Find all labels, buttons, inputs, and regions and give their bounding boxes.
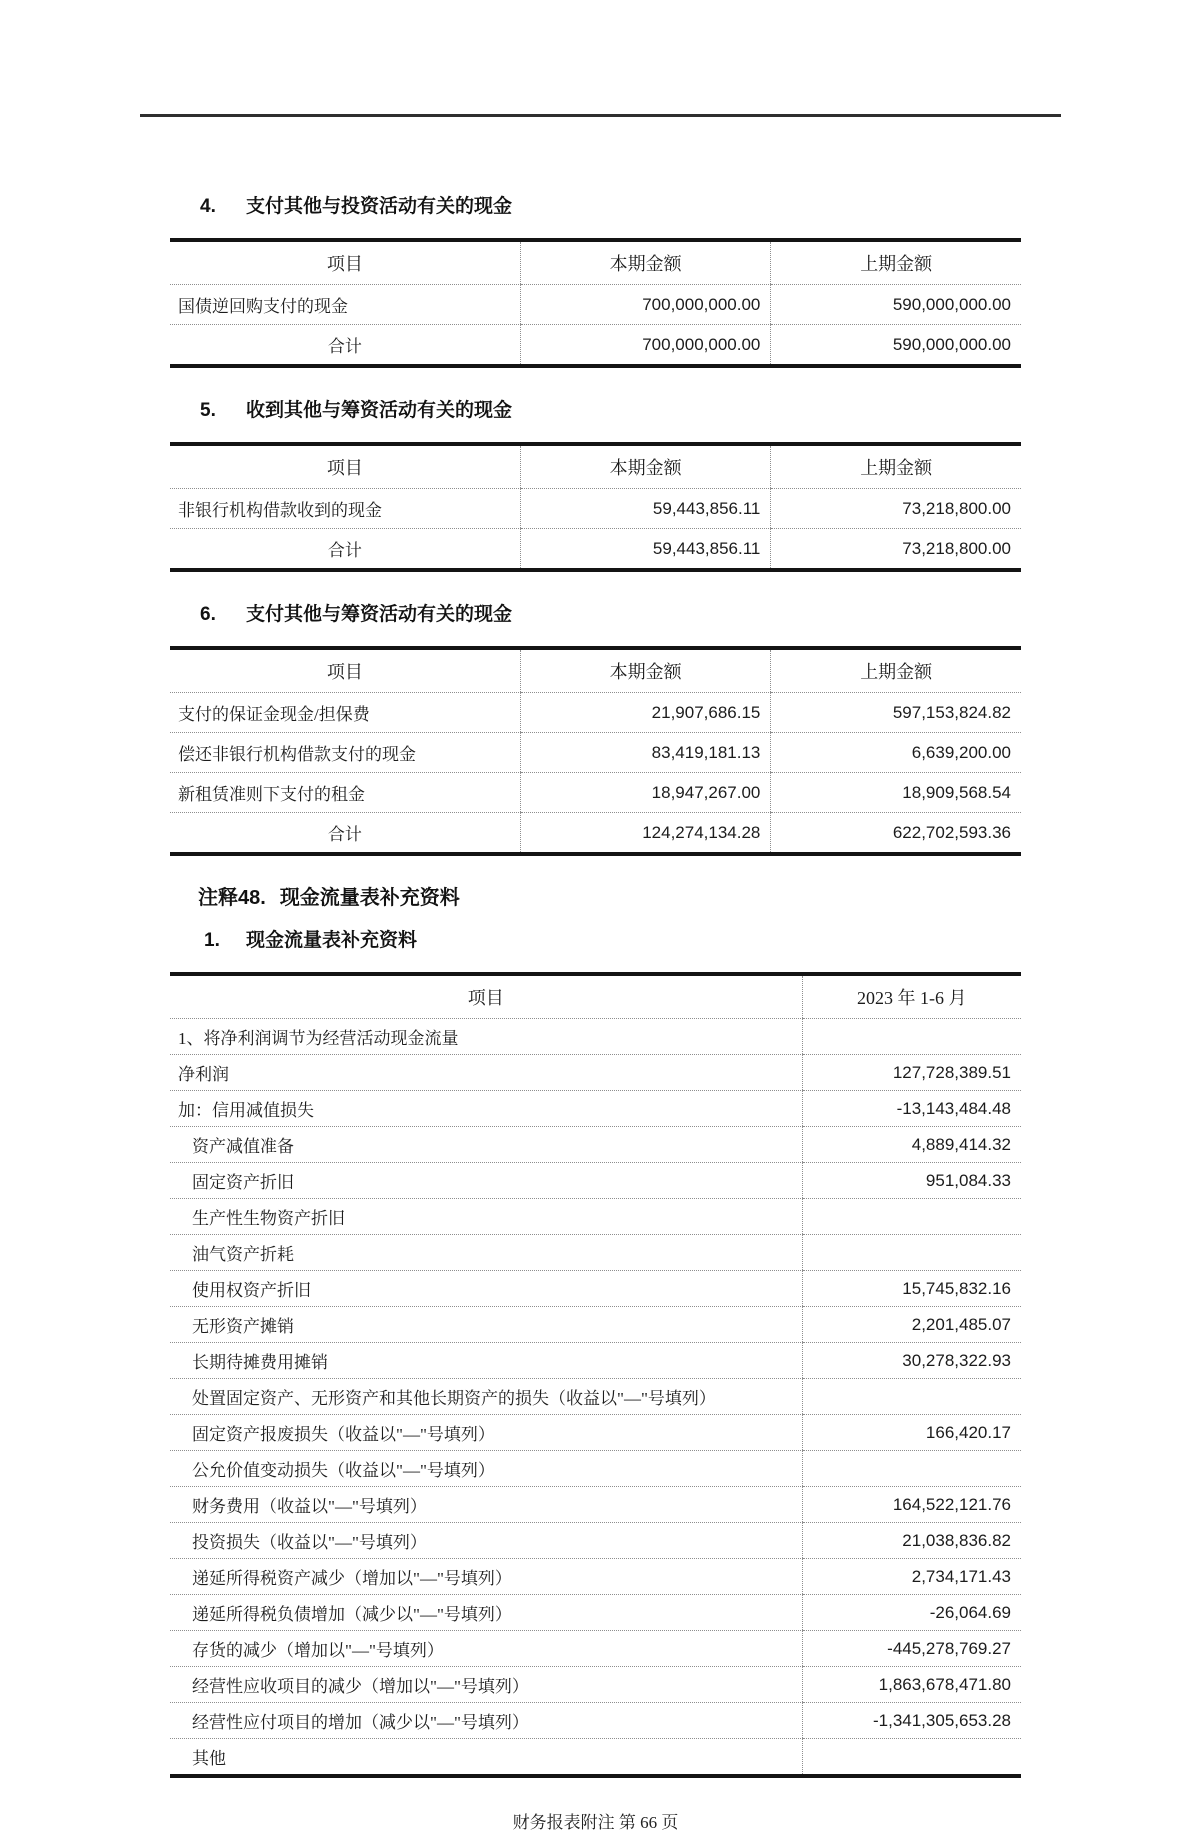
row-label: 生产性生物资产折旧	[170, 1199, 802, 1235]
row-label: 资产减值准备	[170, 1127, 802, 1163]
row-value	[802, 1199, 1021, 1235]
row-label: 公允价值变动损失（收益以"—"号填列）	[170, 1451, 802, 1487]
row-label: 非银行机构借款收到的现金	[170, 489, 520, 529]
column-header: 项目	[170, 240, 520, 285]
row-value	[802, 1451, 1021, 1487]
note-48-heading	[198, 884, 1021, 912]
row-value: 21,038,836.82	[802, 1523, 1021, 1559]
row-value: -445,278,769.27	[802, 1631, 1021, 1667]
column-header: 本期金额	[520, 648, 771, 693]
table-row	[170, 1379, 1021, 1415]
column-header: 项目	[170, 648, 520, 693]
table-row	[170, 1055, 1021, 1091]
table-row	[170, 1307, 1021, 1343]
row-label: 国债逆回购支付的现金	[170, 285, 520, 325]
row-label: 存货的减少（增加以"—"号填列）	[170, 1631, 802, 1667]
row-value: 166,420.17	[802, 1415, 1021, 1451]
row-value-current: 700,000,000.00	[520, 285, 771, 325]
table-row	[170, 1739, 1021, 1777]
row-label: 递延所得税负债增加（减少以"—"号填列）	[170, 1595, 802, 1631]
row-label: 使用权资产折旧	[170, 1271, 802, 1307]
subsection-title: 现金流量表补充资料	[246, 930, 418, 951]
row-value-current: 124,274,134.28	[520, 813, 771, 855]
table-row	[170, 529, 1021, 571]
row-value-prior: 590,000,000.00	[771, 325, 1021, 367]
section-title: 支付其他与投资活动有关的现金	[246, 196, 513, 217]
table-row	[170, 733, 1021, 773]
row-value-current: 83,419,181.13	[520, 733, 771, 773]
column-header: 本期金额	[520, 444, 771, 489]
section-number: 4.	[200, 196, 216, 217]
row-value: -1,341,305,653.28	[802, 1703, 1021, 1739]
page-footer: 财务报表附注 第 66 页	[512, 1813, 679, 1832]
row-label: 无形资产摊销	[170, 1307, 802, 1343]
row-value-prior: 73,218,800.00	[771, 489, 1021, 529]
table-row	[170, 489, 1021, 529]
section-title: 收到其他与筹资活动有关的现金	[246, 400, 513, 421]
row-label-total: 合计	[327, 825, 362, 844]
row-label: 固定资产报废损失（收益以"—"号填列）	[170, 1415, 802, 1451]
row-label: 净利润	[170, 1055, 802, 1091]
row-value-current: 59,443,856.11	[520, 529, 771, 571]
table-row	[170, 1415, 1021, 1451]
row-label: 其他	[192, 1749, 226, 1768]
table-row	[170, 1235, 1021, 1271]
row-label: 经营性应付项目的增加（减少以"—"号填列）	[170, 1703, 802, 1739]
row-value-prior: 6,639,200.00	[771, 733, 1021, 773]
row-value-current: 18,947,267.00	[520, 773, 771, 813]
column-header: 项目	[170, 974, 802, 1019]
column-header: 2023 年 1-6 月	[802, 974, 1021, 1019]
row-value	[802, 1379, 1021, 1415]
row-label: 财务费用（收益以"—"号填列）	[170, 1487, 802, 1523]
cash-flow-supplement-table	[170, 972, 1021, 1778]
row-value: 164,522,121.76	[802, 1487, 1021, 1523]
row-value	[802, 1019, 1021, 1055]
row-label: 处置固定资产、无形资产和其他长期资产的损失（收益以"—"号填列）	[170, 1379, 802, 1415]
table-row	[170, 1019, 1021, 1055]
table-row	[170, 325, 1021, 367]
table-row	[170, 1163, 1021, 1199]
table-header-row	[170, 240, 1021, 285]
table-row	[170, 1091, 1021, 1127]
table-row	[170, 285, 1021, 325]
table-header-row	[170, 974, 1021, 1019]
cash-table-financing-paid	[170, 646, 1021, 856]
row-value: 4,889,414.32	[802, 1127, 1021, 1163]
note-subheading	[204, 928, 1021, 954]
table-row	[170, 813, 1021, 855]
row-value: 15,745,832.16	[802, 1271, 1021, 1307]
row-label: 加：信用减值损失	[170, 1091, 802, 1127]
table-row	[170, 1631, 1021, 1667]
table-row	[170, 773, 1021, 813]
row-value	[802, 1739, 1021, 1777]
row-value-current: 21,907,686.15	[520, 693, 771, 733]
row-label: 经营性应收项目的减少（增加以"—"号填列）	[170, 1667, 802, 1703]
row-label-total: 合计	[327, 541, 362, 560]
row-value-current: 59,443,856.11	[520, 489, 771, 529]
cash-table-investing-paid	[170, 238, 1021, 368]
column-header: 本期金额	[520, 240, 771, 285]
column-header: 上期金额	[771, 648, 1021, 693]
column-header: 上期金额	[771, 240, 1021, 285]
table-row	[170, 1595, 1021, 1631]
section-6-heading	[200, 602, 1021, 628]
section-number: 6.	[200, 604, 216, 625]
row-value-current: 700,000,000.00	[520, 325, 771, 367]
table-row	[170, 1127, 1021, 1163]
table-header-row	[170, 648, 1021, 693]
note-title: 现金流量表补充资料	[279, 887, 460, 909]
row-value-prior: 597,153,824.82	[771, 693, 1021, 733]
note-number: 注释48.	[198, 887, 266, 909]
section-5-heading	[200, 398, 1021, 424]
table-row	[170, 1343, 1021, 1379]
cash-table-financing-received	[170, 442, 1021, 572]
row-value-prior: 590,000,000.00	[771, 285, 1021, 325]
row-value: 2,201,485.07	[802, 1307, 1021, 1343]
table-row	[170, 1559, 1021, 1595]
row-value	[802, 1235, 1021, 1271]
row-label: 油气资产折耗	[170, 1235, 802, 1271]
row-value-prior: 73,218,800.00	[771, 529, 1021, 571]
header-rule	[140, 114, 1061, 117]
section-4-heading	[200, 194, 1021, 220]
table-row	[170, 1271, 1021, 1307]
row-label: 偿还非银行机构借款支付的现金	[170, 733, 520, 773]
row-value: 1,863,678,471.80	[802, 1667, 1021, 1703]
section-number: 5.	[200, 400, 216, 421]
table-row	[170, 1703, 1021, 1739]
row-label: 新租赁准则下支付的租金	[170, 773, 520, 813]
row-label: 1、将净利润调节为经营活动现金流量	[170, 1019, 802, 1055]
table-row	[170, 1199, 1021, 1235]
row-value: 2,734,171.43	[802, 1559, 1021, 1595]
row-value: -13,143,484.48	[802, 1091, 1021, 1127]
table-row	[170, 1487, 1021, 1523]
row-value-prior: 18,909,568.54	[771, 773, 1021, 813]
row-label-total: 合计	[327, 337, 362, 356]
section-title: 支付其他与筹资活动有关的现金	[246, 604, 513, 625]
column-header: 项目	[170, 444, 520, 489]
page-content	[170, 150, 1021, 1833]
row-value-prior: 622,702,593.36	[771, 813, 1021, 855]
table-header-row	[170, 444, 1021, 489]
table-row	[170, 1523, 1021, 1559]
row-label: 投资损失（收益以"—"号填列）	[170, 1523, 802, 1559]
table-row	[170, 693, 1021, 733]
row-value: 127,728,389.51	[802, 1055, 1021, 1091]
row-value: -26,064.69	[802, 1595, 1021, 1631]
column-header: 上期金额	[771, 444, 1021, 489]
subsection-number: 1.	[204, 930, 220, 951]
row-label: 递延所得税资产减少（增加以"—"号填列）	[170, 1559, 802, 1595]
row-value: 30,278,322.93	[802, 1343, 1021, 1379]
row-label: 长期待摊费用摊销	[170, 1343, 802, 1379]
row-label: 固定资产折旧	[170, 1163, 802, 1199]
row-value: 951,084.33	[802, 1163, 1021, 1199]
table-row	[170, 1667, 1021, 1703]
row-label: 支付的保证金现金/担保费	[170, 693, 520, 733]
table-row	[170, 1451, 1021, 1487]
